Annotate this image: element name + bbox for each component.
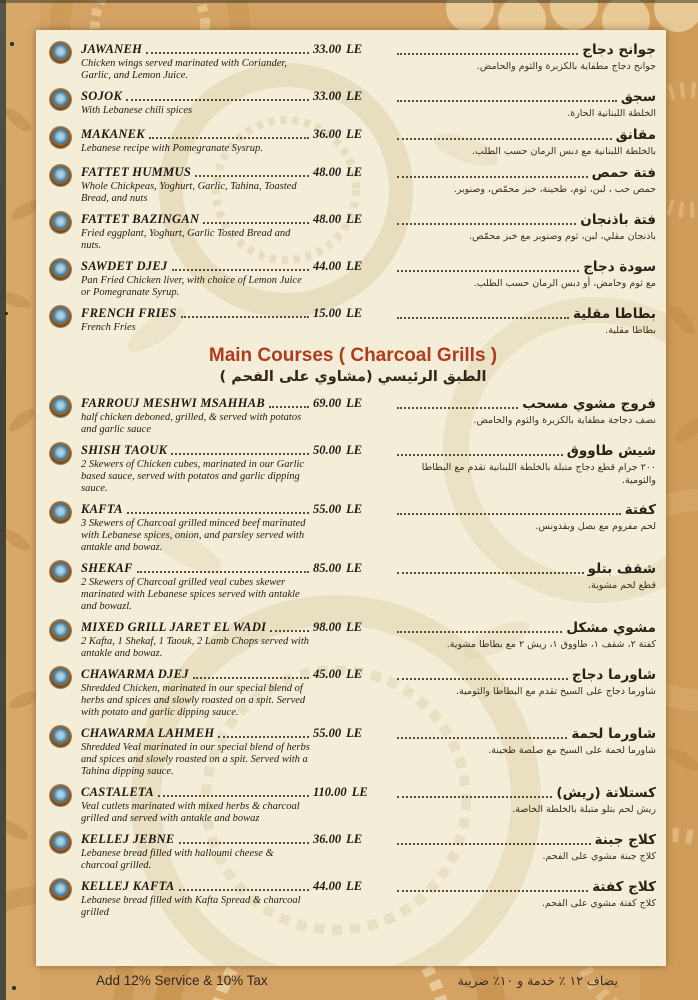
menu-item-row	[50, 259, 656, 299]
dotted-leader	[397, 44, 578, 55]
menu-item-english-block	[81, 726, 313, 778]
dotted-leader	[397, 129, 612, 140]
currency-label: LE	[346, 212, 363, 226]
appetizers-section	[50, 42, 656, 337]
dotted-leader	[158, 786, 309, 797]
scan-edge-shadow	[0, 0, 6, 1000]
price-value: 44.00	[313, 879, 342, 893]
menu-item-name-ar: سجق	[620, 89, 656, 105]
menu-item-arabic-block	[393, 165, 656, 196]
menu-item-price	[313, 502, 393, 517]
menu-item-name-en: KAFTA	[81, 502, 123, 516]
menu-item-name-en: CHAWARMA LAHMEH	[81, 726, 215, 740]
menu-item-description-ar: شاورما دجاج على السيخ تقدم مع البطاطا والثومية.	[456, 686, 656, 697]
restaurant-seal-medallion-icon	[50, 42, 71, 63]
dotted-leader	[181, 307, 309, 318]
menu-item-description-en: half chicken deboned, grilled, & served with potatos and garlic sauce	[81, 412, 302, 435]
main-courses-heading	[50, 344, 656, 387]
menu-item-description-ar: لحم مفروم مع بصل وبقدونس.	[535, 521, 656, 532]
main-courses-section	[50, 396, 656, 919]
menu-item-price	[313, 667, 393, 682]
menu-item-description-ar: شاورما لحمة على السيخ مع صلصة طحينة.	[488, 745, 656, 756]
currency-label: LE	[346, 502, 363, 516]
main-courses-heading-en: Main Courses ( Charcoal Grills )	[208, 345, 498, 366]
menu-item-arabic-block	[393, 502, 656, 533]
menu-item-description-ar: ريش لحم بتلو متبلة بالخلطة الخاصة.	[512, 804, 656, 815]
menu-item-row	[50, 306, 656, 337]
dotted-leader	[397, 787, 552, 798]
dotted-leader	[397, 91, 617, 102]
restaurant-seal-medallion-icon	[50, 502, 71, 523]
menu-item-row	[50, 127, 656, 158]
price-value: 98.00	[313, 620, 342, 634]
menu-item-name-en: SOJOK	[81, 89, 123, 103]
menu-item-name-en: MIXED GRILL JARET EL WADI	[81, 620, 267, 634]
menu-item-description-ar: جوانح دجاج مطفاية بالكزبرة والثوم والحامض.	[476, 61, 656, 72]
menu-item-name-ar: بطاطا مقلية	[572, 306, 656, 322]
menu-item-english-block	[81, 306, 313, 334]
currency-label: LE	[346, 726, 363, 740]
dotted-leader	[397, 622, 562, 633]
menu-item-row	[50, 42, 656, 82]
menu-item-name-ar: شيش طاووق	[566, 443, 656, 459]
currency-label: LE	[351, 785, 368, 799]
menu-item-english-block	[81, 620, 313, 660]
menu-item-description-en: Whole Chickpeas, Yoghurt, Garlic, Tahina, Toasted Bread, and nuts	[81, 181, 297, 204]
menu-item-name-en: JAWANEH	[81, 42, 143, 56]
menu-item-description-ar: الخلطة اللبنانية الحارة.	[567, 108, 656, 119]
menu-item-row	[50, 832, 656, 872]
main-courses-heading-ar: الطبق الرئيسي (مشاوي على الفحم )	[219, 369, 487, 385]
menu-item-description-en: Veal cutlets marinated with mixed herbs & charcoal grilled and served with antakle and bowaz	[81, 801, 300, 824]
menu-item-row	[50, 785, 656, 825]
price-value: 55.00	[313, 726, 342, 740]
menu-item-row	[50, 502, 656, 554]
menu-item-description-en: Pan Fried Chicken liver, with choice of Lemon Juice or Pomegranate Syrup.	[81, 275, 302, 298]
price-value: 44.00	[313, 259, 342, 273]
menu-item-description-ar: ٢٠٠ جرام قطع دجاج متبلة بالخلطة اللبنانية تقدم مع البطاطا والثومية.	[421, 462, 656, 486]
dotted-leader	[195, 166, 309, 177]
menu-item-english-block	[81, 89, 313, 117]
menu-item-english-block	[81, 879, 313, 919]
menu-item-name-ar: شقف بتلو	[587, 561, 656, 577]
menu-item-name-en: SAWDET DJEJ	[81, 259, 168, 273]
menu-item-english-block	[81, 42, 313, 82]
menu-item-arabic-block	[393, 879, 656, 910]
dotted-leader	[397, 261, 579, 272]
currency-label: LE	[346, 89, 363, 103]
price-value: 15.00	[313, 306, 342, 320]
currency-label: LE	[346, 306, 363, 320]
restaurant-seal-medallion-icon	[50, 561, 71, 582]
restaurant-seal-medallion-icon	[50, 165, 71, 186]
dotted-leader	[179, 880, 309, 891]
dotted-leader	[270, 621, 309, 632]
price-value: 55.00	[313, 502, 342, 516]
menu-item-name-ar: جوانح دجاج	[582, 42, 656, 58]
menu-item-description-ar: نصف دجاجة مطفاية بالكزبرة والثوم والحامض.	[473, 415, 656, 426]
currency-label: LE	[346, 127, 363, 141]
menu-item-name-en: CHAWARMA DJEJ	[81, 667, 189, 681]
dust-speck	[10, 42, 14, 46]
menu-item-arabic-block	[393, 443, 656, 487]
menu-item-row	[50, 561, 656, 613]
menu-item-name-ar: كستلاتة (ريش)	[556, 785, 656, 801]
dotted-leader	[397, 308, 569, 319]
menu-item-arabic-block	[393, 396, 656, 427]
menu-item-description-en: French Fries	[81, 322, 136, 333]
menu-item-description-en: With Lebanese chili spices	[81, 105, 193, 116]
currency-label: LE	[346, 165, 363, 179]
dotted-leader	[126, 90, 309, 101]
menu-item-price	[313, 42, 393, 57]
menu-item-english-block	[81, 561, 313, 613]
dust-speck	[12, 986, 16, 990]
menu-item-name-en: MAKANEK	[81, 127, 145, 141]
menu-item-name-en: FATTET BAZINGAN	[81, 212, 200, 226]
menu-item-row	[50, 443, 656, 495]
restaurant-seal-medallion-icon	[50, 259, 71, 280]
price-value: 48.00	[313, 165, 342, 179]
price-value: 36.00	[313, 127, 342, 141]
currency-label: LE	[346, 443, 363, 457]
restaurant-seal-medallion-icon	[50, 396, 71, 417]
dotted-leader	[127, 503, 309, 514]
menu-item-arabic-block	[393, 89, 656, 120]
restaurant-seal-medallion-icon	[50, 879, 71, 900]
menu-item-arabic-block	[393, 259, 656, 290]
menu-item-english-block	[81, 127, 313, 155]
price-value: 85.00	[313, 561, 342, 575]
menu-item-row	[50, 879, 656, 919]
menu-item-price	[313, 879, 393, 894]
menu-panel	[36, 30, 666, 966]
restaurant-seal-medallion-icon	[50, 620, 71, 641]
currency-label: LE	[346, 396, 363, 410]
menu-item-row	[50, 89, 656, 120]
price-value: 33.00	[313, 89, 342, 103]
restaurant-seal-medallion-icon	[50, 785, 71, 806]
currency-label: LE	[346, 42, 363, 56]
menu-item-arabic-block	[393, 785, 656, 816]
menu-item-name-ar: مقانق	[615, 127, 656, 143]
service-note-en: Add 12% Service & 10% Tax	[96, 973, 268, 988]
menu-item-description-ar: كفتة ٢، شقف ١، طاووق ١، ريش ٢ مع بطاطا مشوية.	[446, 639, 656, 650]
menu-item-description-en: 3 Skewers of Charcoal grilled minced beef marinated with Lebanese spices, onion, and parsley served with antakle and bowaz.	[81, 518, 306, 553]
menu-item-english-block	[81, 259, 313, 299]
dotted-leader	[172, 260, 309, 271]
dotted-leader	[137, 562, 309, 573]
menu-item-name-en: FATTET HUMMUS	[81, 165, 192, 179]
menu-item-price	[313, 165, 393, 180]
menu-item-arabic-block	[393, 306, 656, 337]
menu-item-description-en: Lebanese bread filled with halloumi cheese & charcoal grilled.	[81, 848, 274, 871]
restaurant-seal-medallion-icon	[50, 89, 71, 110]
restaurant-seal-medallion-icon	[50, 726, 71, 747]
restaurant-seal-medallion-icon	[50, 306, 71, 327]
menu-item-name-en: KELLEJ KAFTA	[81, 879, 175, 893]
restaurant-seal-medallion-icon	[50, 832, 71, 853]
menu-item-price	[313, 832, 393, 847]
menu-item-arabic-block	[393, 212, 656, 243]
price-value: 110.00	[313, 785, 347, 799]
menu-item-description-en: Shredded Veal marinated in our special blend of herbs and spices and slowly roasted on a spit. Served with a Tahina dipping sauce.	[81, 742, 310, 777]
menu-item-price	[313, 127, 393, 142]
dotted-leader	[397, 167, 588, 178]
menu-item-price	[313, 785, 393, 800]
scan-edge-top	[0, 0, 698, 3]
restaurant-seal-medallion-icon	[50, 443, 71, 464]
price-value: 45.00	[313, 667, 342, 681]
menu-item-arabic-block	[393, 561, 656, 592]
menu-item-row	[50, 726, 656, 778]
menu-item-description-ar: قطع لحم مشوية.	[587, 580, 656, 591]
menu-item-english-block	[81, 165, 313, 205]
menu-item-arabic-block	[393, 42, 656, 73]
menu-item-row	[50, 396, 656, 436]
menu-item-description-ar: مع ثوم وحامض، أو دبس الرمان حسب الطلب.	[473, 278, 656, 289]
restaurant-seal-medallion-icon	[50, 212, 71, 233]
service-note	[0, 969, 698, 988]
menu-item-price	[313, 259, 393, 274]
dotted-leader	[193, 668, 309, 679]
dotted-leader	[397, 445, 563, 456]
menu-item-description-en: Shredded Chicken, marinated in our special blend of herbs and spices and slowly roasted on a spit. Served with potato and garlic dipping sauce.	[81, 683, 306, 718]
menu-item-english-block	[81, 502, 313, 554]
menu-item-name-ar: فتة حمص	[591, 165, 656, 181]
menu-item-row	[50, 667, 656, 719]
menu-item-price	[313, 89, 393, 104]
dotted-leader	[269, 397, 309, 408]
menu-item-english-block	[81, 443, 313, 495]
menu-item-name-en: CASTALETA	[81, 785, 154, 799]
menu-item-arabic-block	[393, 127, 656, 158]
dotted-leader	[397, 563, 584, 574]
currency-label: LE	[346, 879, 363, 893]
menu-item-price	[313, 561, 393, 576]
menu-item-description-ar: كلاج كفتة مشوي على الفحم.	[541, 898, 656, 909]
menu-item-price	[313, 443, 393, 458]
menu-item-description-en: 2 Kafta, 1 Shekaf, 1 Taouk, 2 Lamb Chops served with antakle and bowaz.	[81, 636, 309, 659]
menu-item-description-en: Chicken wings served marinated with Coriander, Garlic, and Lemon Juice.	[81, 58, 287, 81]
currency-label: LE	[346, 259, 363, 273]
menu-item-name-ar: كلاج جبنة	[594, 832, 656, 848]
menu-item-price	[313, 212, 393, 227]
menu-item-description-ar: بطاطا مقلية.	[605, 325, 656, 336]
dotted-leader	[218, 727, 309, 738]
menu-item-price	[313, 306, 393, 321]
menu-item-description-en: Lebanese bread filled with Kafta Spread & charcoal grilled	[81, 895, 301, 918]
currency-label: LE	[346, 561, 363, 575]
menu-item-name-en: SHISH TAOUK	[81, 443, 168, 457]
service-note-ar: يضاف ١٢ ٪ خدمة و ١٠٪ ضريبة	[457, 973, 618, 988]
menu-item-name-en: KELLEJ JEBNE	[81, 832, 175, 846]
dotted-leader	[397, 504, 621, 515]
menu-item-description-en: Lebanese recipe with Pomegranate Sysrup.	[81, 143, 263, 154]
menu-item-name-ar: مشوي مشكل	[566, 620, 656, 636]
menu-item-row	[50, 620, 656, 660]
menu-item-name-en: FARROUJ MESHWI MSAHHAB	[81, 396, 265, 410]
dotted-leader	[146, 43, 309, 54]
dotted-leader	[397, 834, 591, 845]
price-value: 33.00	[313, 42, 342, 56]
restaurant-seal-medallion-icon	[50, 127, 71, 148]
menu-item-english-block	[81, 667, 313, 719]
price-value: 48.00	[313, 212, 342, 226]
menu-item-description-en: 2 Skewers of Charcoal grilled veal cubes skewer marinated with Lebanese spices served with antakle and bowazl.	[81, 577, 300, 612]
menu-item-name-ar: كلاج كفتة	[592, 879, 656, 895]
menu-item-arabic-block	[393, 726, 656, 757]
price-value: 50.00	[313, 443, 342, 457]
menu-item-description-en: 2 Skewers of Chicken cubes, marinated in our Garlic based sauce, served with potatos and garlic dipping sauce.	[81, 459, 305, 494]
menu-item-price	[313, 620, 393, 635]
menu-item-price	[313, 396, 393, 411]
dotted-leader	[397, 398, 518, 409]
dotted-leader	[397, 881, 588, 892]
menu-item-english-block	[81, 396, 313, 436]
menu-item-description-en: Fried eggplant, Yoghurt, Garlic Tosted Bread and nuts.	[81, 228, 291, 251]
menu-item-arabic-block	[393, 620, 656, 651]
menu-item-english-block	[81, 212, 313, 252]
currency-label: LE	[346, 832, 363, 846]
menu-item-description-ar: باذنجان مقلي، لبن، ثوم وصنوبر مع خبز محمّص.	[469, 231, 656, 242]
menu-item-name-ar: شاورما دجاج	[571, 667, 656, 683]
restaurant-seal-medallion-icon	[50, 667, 71, 688]
currency-label: LE	[346, 620, 363, 634]
menu-item-description-ar: حمص حب ، لبن، ثوم، طحينة، خبز محمّص، وصنوبر.	[453, 184, 656, 195]
menu-item-name-ar: شاورما لحمة	[571, 726, 656, 742]
menu-item-name-en: SHEKAF	[81, 561, 133, 575]
price-value: 69.00	[313, 396, 342, 410]
dotted-leader	[171, 444, 309, 455]
menu-item-description-ar: كلاج جبنة مشوي على الفحم.	[542, 851, 656, 862]
dotted-leader	[397, 214, 576, 225]
menu-item-english-block	[81, 785, 313, 825]
menu-item-name-en: FRENCH FRIES	[81, 306, 177, 320]
menu-item-name-ar: فروج مشوي مسحب	[522, 396, 656, 412]
menu-item-row	[50, 212, 656, 252]
menu-item-name-ar: كفتة	[624, 502, 656, 518]
dotted-leader	[397, 669, 568, 680]
menu-item-name-ar: فتة باذنجان	[580, 212, 656, 228]
price-value: 36.00	[313, 832, 342, 846]
dotted-leader	[203, 213, 309, 224]
menu-item-name-ar: سودة دجاج	[583, 259, 656, 275]
menu-item-english-block	[81, 832, 313, 872]
menu-item-price	[313, 726, 393, 741]
dotted-leader	[149, 128, 309, 139]
dust-speck	[5, 312, 8, 315]
menu-item-arabic-block	[393, 667, 656, 698]
menu-item-arabic-block	[393, 832, 656, 863]
currency-label: LE	[346, 667, 363, 681]
menu-item-description-ar: بالخلطة اللبنانية مع دبس الرمان حسب الطلب.	[472, 146, 656, 157]
dotted-leader	[179, 833, 309, 844]
dotted-leader	[397, 728, 567, 739]
menu-item-row	[50, 165, 656, 205]
